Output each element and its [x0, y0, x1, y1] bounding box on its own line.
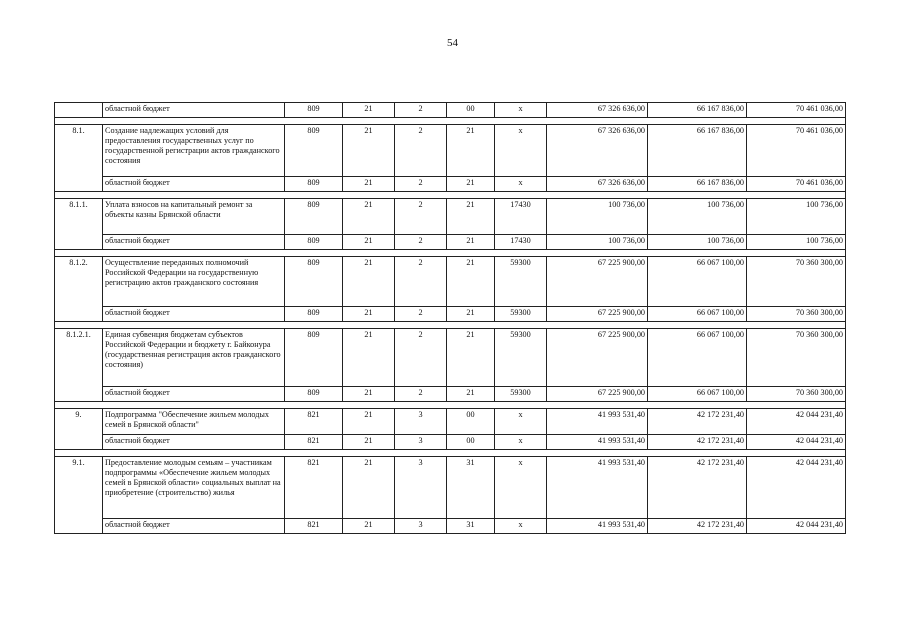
row-separator	[55, 250, 846, 257]
separator-cell	[395, 322, 447, 329]
amount-year1-cell: 41 993 531,40	[547, 457, 648, 519]
row-number-cell: 9.	[55, 409, 103, 450]
code-nr-cell: 17430	[495, 199, 547, 235]
separator-cell	[103, 402, 285, 409]
code-gr-cell: 809	[285, 235, 343, 250]
amount-year2-cell: 42 172 231,40	[648, 435, 747, 450]
code-pp-cell: 3	[395, 519, 447, 534]
amount-year3-cell: 42 044 231,40	[747, 409, 846, 435]
separator-cell	[55, 402, 103, 409]
separator-cell	[395, 192, 447, 199]
code-om-cell: 21	[447, 329, 495, 387]
code-gr-cell: 821	[285, 519, 343, 534]
separator-cell	[648, 250, 747, 257]
amount-year2-cell: 66 067 100,00	[648, 387, 747, 402]
row-separator	[55, 402, 846, 409]
separator-cell	[495, 250, 547, 257]
code-gr-cell: 809	[285, 387, 343, 402]
code-nr-cell: 17430	[495, 235, 547, 250]
separator-cell	[648, 322, 747, 329]
separator-cell	[103, 118, 285, 125]
row-number-cell: 9.1.	[55, 457, 103, 534]
code-gp-cell: 21	[343, 177, 395, 192]
amount-year1-cell: 41 993 531,40	[547, 519, 648, 534]
separator-cell	[447, 322, 495, 329]
row-name-cell: Подпрограмма "Обеспечение жильем молодых семей в Брянской области"	[103, 409, 285, 435]
separator-cell	[395, 450, 447, 457]
budget-table	[54, 102, 846, 534]
separator-cell	[55, 118, 103, 125]
separator-cell	[495, 402, 547, 409]
amount-year3-cell: 42 044 231,40	[747, 457, 846, 519]
code-gr-cell: 809	[285, 125, 343, 177]
amount-year1-cell: 100 736,00	[547, 235, 648, 250]
code-om-cell: 21	[447, 125, 495, 177]
separator-cell	[495, 118, 547, 125]
separator-cell	[55, 322, 103, 329]
separator-cell	[103, 192, 285, 199]
separator-cell	[547, 250, 648, 257]
table-row	[55, 235, 846, 250]
amount-year2-cell: 66 167 836,00	[648, 177, 747, 192]
code-om-cell: 21	[447, 177, 495, 192]
amount-year2-cell: 66 067 100,00	[648, 329, 747, 387]
amount-year3-cell: 70 461 036,00	[747, 177, 846, 192]
code-pp-cell: 3	[395, 435, 447, 450]
code-om-cell: 00	[447, 409, 495, 435]
table-row	[55, 199, 846, 235]
amount-year1-cell: 67 326 636,00	[547, 177, 648, 192]
row-name-cell: областной бюджет	[103, 387, 285, 402]
separator-cell	[648, 192, 747, 199]
amount-year2-cell: 66 167 836,00	[648, 125, 747, 177]
table-row	[55, 329, 846, 387]
amount-year3-cell: 70 360 300,00	[747, 257, 846, 307]
separator-cell	[285, 402, 343, 409]
amount-year1-cell: 67 326 636,00	[547, 103, 648, 118]
row-name-cell: областной бюджет	[103, 103, 285, 118]
amount-year2-cell: 42 172 231,40	[648, 409, 747, 435]
separator-cell	[447, 250, 495, 257]
code-pp-cell: 2	[395, 177, 447, 192]
amount-year3-cell: 42 044 231,40	[747, 435, 846, 450]
row-number-cell: 8.1.	[55, 125, 103, 192]
amount-year1-cell: 100 736,00	[547, 199, 648, 235]
separator-cell	[343, 250, 395, 257]
code-pp-cell: 2	[395, 103, 447, 118]
separator-cell	[547, 118, 648, 125]
amount-year1-cell: 67 225 900,00	[547, 329, 648, 387]
separator-cell	[103, 250, 285, 257]
code-gp-cell: 21	[343, 307, 395, 322]
separator-cell	[547, 192, 648, 199]
separator-cell	[343, 322, 395, 329]
row-separator	[55, 118, 846, 125]
amount-year3-cell: 100 736,00	[747, 235, 846, 250]
separator-cell	[343, 192, 395, 199]
amount-year3-cell: 100 736,00	[747, 199, 846, 235]
table-row	[55, 387, 846, 402]
code-gp-cell: 21	[343, 409, 395, 435]
amount-year2-cell: 66 167 836,00	[648, 103, 747, 118]
code-gr-cell: 809	[285, 103, 343, 118]
code-nr-cell: x	[495, 457, 547, 519]
table-row	[55, 103, 846, 118]
separator-cell	[547, 450, 648, 457]
amount-year2-cell: 66 067 100,00	[648, 257, 747, 307]
code-pp-cell: 2	[395, 387, 447, 402]
separator-cell	[343, 450, 395, 457]
amount-year3-cell: 70 360 300,00	[747, 387, 846, 402]
code-gp-cell: 21	[343, 235, 395, 250]
row-name-cell: областной бюджет	[103, 519, 285, 534]
code-gp-cell: 21	[343, 257, 395, 307]
code-pp-cell: 2	[395, 235, 447, 250]
table-row	[55, 409, 846, 435]
code-pp-cell: 2	[395, 329, 447, 387]
amount-year1-cell: 67 225 900,00	[547, 387, 648, 402]
code-om-cell: 21	[447, 257, 495, 307]
row-name-cell: областной бюджет	[103, 235, 285, 250]
separator-cell	[648, 118, 747, 125]
code-gp-cell: 21	[343, 103, 395, 118]
amount-year1-cell: 41 993 531,40	[547, 409, 648, 435]
separator-cell	[285, 250, 343, 257]
separator-cell	[547, 322, 648, 329]
separator-cell	[447, 450, 495, 457]
amount-year2-cell: 42 172 231,40	[648, 457, 747, 519]
code-nr-cell: 59300	[495, 257, 547, 307]
code-gr-cell: 809	[285, 329, 343, 387]
separator-cell	[103, 322, 285, 329]
code-gr-cell: 809	[285, 257, 343, 307]
row-name-cell: Предоставление молодым семьям – участникам подпрограммы «Обеспечение жильем молодых семей в Брянской области» социальных выплат на приобретение (строительство) жилья	[103, 457, 285, 519]
row-number-cell	[55, 103, 103, 118]
code-gr-cell: 809	[285, 307, 343, 322]
table-row	[55, 435, 846, 450]
code-nr-cell: x	[495, 409, 547, 435]
separator-cell	[285, 118, 343, 125]
code-gp-cell: 21	[343, 519, 395, 534]
code-gr-cell: 809	[285, 199, 343, 235]
amount-year2-cell: 100 736,00	[648, 235, 747, 250]
code-om-cell: 31	[447, 519, 495, 534]
code-nr-cell: x	[495, 435, 547, 450]
code-pp-cell: 2	[395, 257, 447, 307]
code-om-cell: 31	[447, 457, 495, 519]
row-name-cell: областной бюджет	[103, 307, 285, 322]
separator-cell	[747, 450, 846, 457]
code-pp-cell: 3	[395, 409, 447, 435]
separator-cell	[343, 118, 395, 125]
code-nr-cell: 59300	[495, 329, 547, 387]
code-gp-cell: 21	[343, 435, 395, 450]
separator-cell	[747, 322, 846, 329]
amount-year3-cell: 42 044 231,40	[747, 519, 846, 534]
separator-cell	[447, 192, 495, 199]
code-om-cell: 00	[447, 435, 495, 450]
amount-year1-cell: 41 993 531,40	[547, 435, 648, 450]
row-separator	[55, 192, 846, 199]
row-number-cell: 8.1.2.1.	[55, 329, 103, 402]
code-gr-cell: 821	[285, 435, 343, 450]
code-pp-cell: 2	[395, 307, 447, 322]
separator-cell	[495, 192, 547, 199]
separator-cell	[747, 402, 846, 409]
separator-cell	[395, 402, 447, 409]
code-pp-cell: 2	[395, 125, 447, 177]
amount-year1-cell: 67 326 636,00	[547, 125, 648, 177]
table-row	[55, 457, 846, 519]
separator-cell	[55, 250, 103, 257]
row-name-cell: Единая субвенция бюджетам субъектов Российской Федерации и бюджету г. Байконура (государственная регистрация актов гражданского состояния)	[103, 329, 285, 387]
code-gr-cell: 821	[285, 457, 343, 519]
separator-cell	[495, 322, 547, 329]
code-pp-cell: 3	[395, 457, 447, 519]
code-nr-cell: 59300	[495, 387, 547, 402]
code-om-cell: 00	[447, 103, 495, 118]
code-nr-cell: 59300	[495, 307, 547, 322]
amount-year3-cell: 70 461 036,00	[747, 103, 846, 118]
row-separator	[55, 450, 846, 457]
table-row	[55, 519, 846, 534]
code-om-cell: 21	[447, 387, 495, 402]
row-name-cell: Осуществление переданных полномочий Российской Федерации на государственную регистрацию актов гражданского состояния	[103, 257, 285, 307]
code-gp-cell: 21	[343, 199, 395, 235]
separator-cell	[648, 402, 747, 409]
code-gr-cell: 821	[285, 409, 343, 435]
page-number: 54	[447, 37, 458, 49]
code-gp-cell: 21	[343, 329, 395, 387]
row-number-cell: 8.1.2.	[55, 257, 103, 322]
row-name-cell: областной бюджет	[103, 177, 285, 192]
code-nr-cell: x	[495, 103, 547, 118]
separator-cell	[447, 402, 495, 409]
table-row	[55, 177, 846, 192]
separator-cell	[395, 250, 447, 257]
separator-cell	[747, 250, 846, 257]
table-row	[55, 307, 846, 322]
separator-cell	[447, 118, 495, 125]
table-row	[55, 125, 846, 177]
code-om-cell: 21	[447, 307, 495, 322]
separator-cell	[747, 118, 846, 125]
code-pp-cell: 2	[395, 199, 447, 235]
separator-cell	[285, 192, 343, 199]
code-gp-cell: 21	[343, 387, 395, 402]
code-gp-cell: 21	[343, 125, 395, 177]
separator-cell	[55, 192, 103, 199]
row-separator	[55, 322, 846, 329]
code-nr-cell: x	[495, 519, 547, 534]
table-row	[55, 257, 846, 307]
amount-year3-cell: 70 360 300,00	[747, 329, 846, 387]
separator-cell	[495, 450, 547, 457]
separator-cell	[285, 322, 343, 329]
amount-year2-cell: 66 067 100,00	[648, 307, 747, 322]
amount-year1-cell: 67 225 900,00	[547, 307, 648, 322]
separator-cell	[648, 450, 747, 457]
code-nr-cell: x	[495, 125, 547, 177]
separator-cell	[103, 450, 285, 457]
code-gp-cell: 21	[343, 457, 395, 519]
row-number-cell: 8.1.1.	[55, 199, 103, 250]
row-name-cell: Создание надлежащих условий для предоставления государственных услуг по государственной регистрации актов гражданского состояния	[103, 125, 285, 177]
separator-cell	[747, 192, 846, 199]
separator-cell	[395, 118, 447, 125]
row-name-cell: Уплата взносов на капитальный ремонт за объекты казны Брянской области	[103, 199, 285, 235]
separator-cell	[343, 402, 395, 409]
amount-year2-cell: 100 736,00	[648, 199, 747, 235]
code-gr-cell: 809	[285, 177, 343, 192]
amount-year3-cell: 70 360 300,00	[747, 307, 846, 322]
code-nr-cell: x	[495, 177, 547, 192]
separator-cell	[55, 450, 103, 457]
amount-year1-cell: 67 225 900,00	[547, 257, 648, 307]
separator-cell	[285, 450, 343, 457]
amount-year2-cell: 42 172 231,40	[648, 519, 747, 534]
row-name-cell: областной бюджет	[103, 435, 285, 450]
code-om-cell: 21	[447, 235, 495, 250]
separator-cell	[547, 402, 648, 409]
code-om-cell: 21	[447, 199, 495, 235]
amount-year3-cell: 70 461 036,00	[747, 125, 846, 177]
